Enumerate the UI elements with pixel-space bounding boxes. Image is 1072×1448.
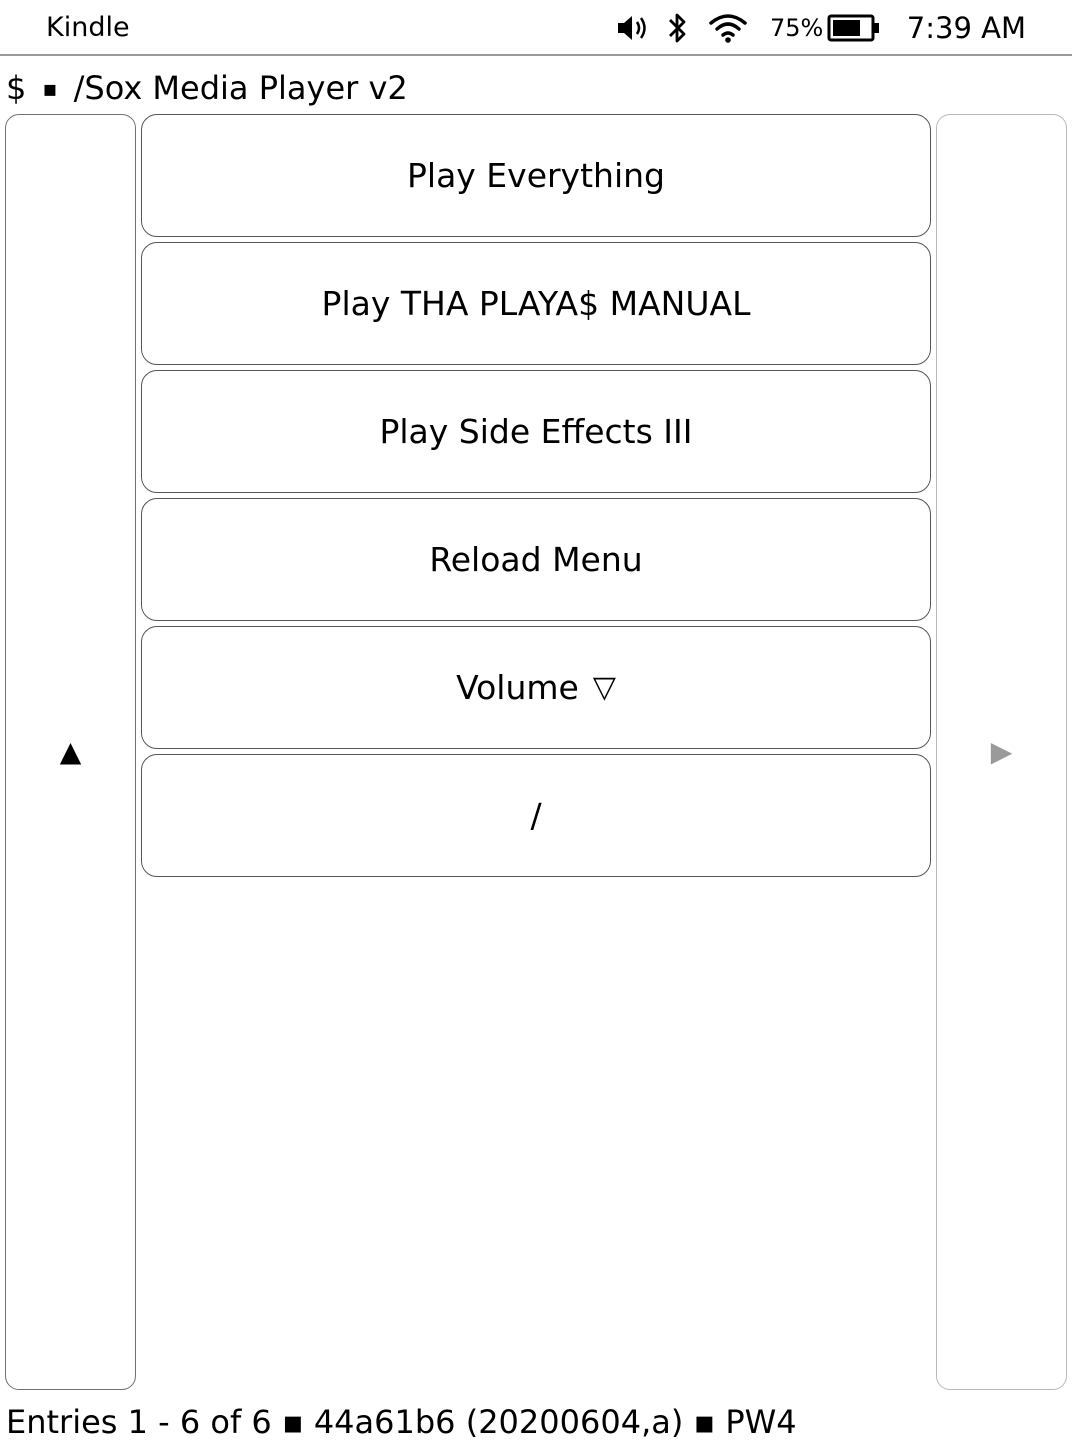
device-name: Kindle [46,12,130,43]
menu-item-root[interactable] [141,754,931,877]
battery-icon [827,13,881,43]
menu-item-play-everything[interactable] [141,114,931,237]
current-path: /Sox Media Player v2 [73,69,408,107]
up-arrow-icon: ▲ [59,735,82,768]
menu-list [141,114,931,882]
menu-item-play-tha-playas-manual[interactable] [141,242,931,365]
menu-item-label: / [530,796,542,835]
status-bar [0,0,1072,56]
menu-item-label: Play Side Effects III [379,412,693,451]
prompt-symbol: $ [6,69,27,107]
menu-item-label: Reload Menu [429,540,643,579]
status-footer: Entries 1 - 6 of 6 ▪ 44a61b6 (20200604,a) ▪ PW4 [6,1403,797,1441]
menu-item-label: Volume [456,668,579,707]
right-arrow-icon: ▶ [990,735,1013,768]
menu-item-label: Play Everything [407,156,665,195]
menu-item-label: Play THA PLAYA$ MANUAL [321,284,751,323]
menu-item-play-side-effects-iii[interactable] [141,370,931,493]
volume-icon [612,12,652,44]
title-separator: ▪ [42,77,58,102]
next-page-button[interactable] [936,114,1067,1390]
wifi-icon [708,12,748,44]
clock: 7:39 AM [906,11,1026,45]
status-icons [612,8,881,48]
previous-page-button[interactable] [5,114,136,1390]
bluetooth-icon [666,11,690,45]
submenu-triangle-icon: ▽ [592,670,616,705]
page-title [6,66,408,112]
menu-item-reload-menu[interactable] [141,498,931,621]
battery-percent: 75% [770,14,824,42]
menu-item-volume[interactable] [141,626,931,749]
